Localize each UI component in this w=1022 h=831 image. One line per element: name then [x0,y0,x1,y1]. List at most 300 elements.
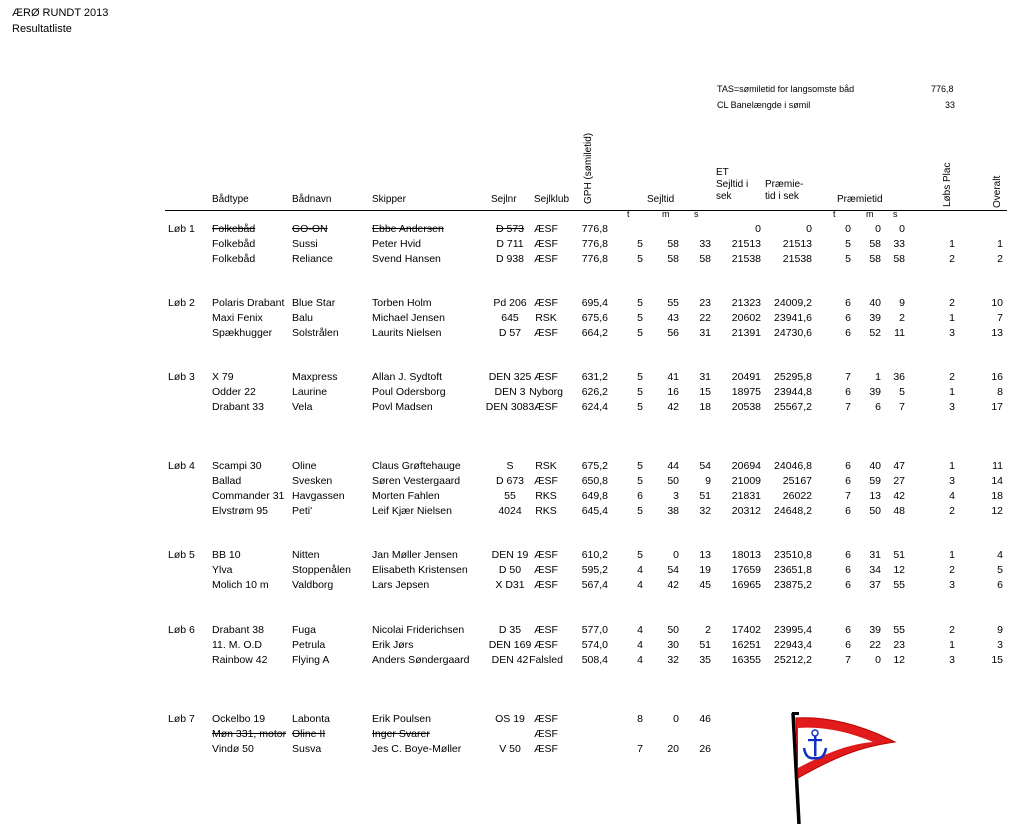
cell-sejlnr: X D31 [495,579,525,591]
cell-t: 4 [637,579,643,591]
cell-baadtype: Molich 10 m [212,579,269,591]
cell-overalt: 17 [991,401,1003,413]
header-skipper: Skipper [372,194,406,205]
cell-gph: 508,4 [581,654,608,666]
cell-pm: 22 [869,639,881,651]
cell-et: 20538 [731,401,761,413]
cell-m: 38 [667,505,679,517]
cell-baadnavn: Nitten [292,549,320,561]
cell-lob: Løb 6 [168,624,195,636]
cell-baadnavn: Fuga [292,624,316,636]
cell-et: 20694 [731,460,761,472]
cell-plac: 3 [949,654,955,666]
cell-et: 21009 [731,475,761,487]
cell-skipper: Lars Jepsen [372,579,430,591]
header-overalt: Overalt [992,175,1003,208]
cell-pt: 6 [845,579,851,591]
cell-klub: ÆSF [534,564,558,576]
cell-et: 17402 [731,624,761,636]
cell-t: 5 [637,253,643,265]
cell-ps: 42 [893,490,905,502]
cell-baadtype: Folkebåd [212,223,256,235]
cell-pt: 0 [845,223,851,235]
cell-pm: 52 [869,327,881,339]
cell-t: 6 [637,490,643,502]
cell-sejlnr: Pd 206 [493,297,527,309]
cell-klub: ÆSF [534,401,558,413]
header-baadnavn: Bådnavn [292,194,332,205]
cell-et: 18975 [731,386,761,398]
cell-klub: Falsled [529,654,563,666]
cell-plac: 1 [949,460,955,472]
cell-gph: 776,8 [581,253,608,265]
cell-s: 9 [705,475,711,487]
cell-plac: 3 [949,401,955,413]
cell-baadtype: Elvstrøm 95 [212,505,269,517]
cell-t: 4 [637,654,643,666]
subheader-pm: m [866,209,874,219]
cell-skipper: Michael Jensen [372,312,445,324]
header-premie-line1: Præmie- [765,179,804,190]
cell-pm: 34 [869,564,881,576]
cell-overalt: 6 [997,579,1003,591]
cell-baadnavn: Petrula [292,639,326,651]
cell-pt: 6 [845,297,851,309]
cell-sejlnr: 55 [504,490,516,502]
cell-m: 58 [667,238,679,250]
cell-s: 13 [699,549,711,561]
cell-pr: 25167 [782,475,812,487]
cell-pr: 24009,2 [774,297,812,309]
cell-ps: 27 [893,475,905,487]
cell-et: 21831 [731,490,761,502]
cell-skipper: Claus Grøftehauge [372,460,461,472]
cell-m: 16 [667,386,679,398]
cell-skipper: Morten Fahlen [372,490,440,502]
cell-m: 32 [667,654,679,666]
cell-sejlnr: 645 [501,312,519,324]
cell-pt: 6 [845,564,851,576]
cell-pm: 39 [869,386,881,398]
cell-pm: 0 [875,223,881,235]
cell-overalt: 11 [992,460,1003,472]
cell-overalt: 2 [997,253,1003,265]
cell-klub: RSK [535,460,557,472]
cell-skipper: Laurits Nielsen [372,327,442,339]
cell-baadtype: Folkebåd [212,238,256,250]
cell-s: 35 [699,654,711,666]
cell-m: 43 [667,312,679,324]
cell-m: 0 [673,549,679,561]
cell-et: 21513 [731,238,761,250]
cell-klub: ÆSF [534,743,558,755]
cell-pm: 6 [875,401,881,413]
cell-baadtype: Drabant 33 [212,401,264,413]
cell-overalt: 7 [997,312,1003,324]
cell-m: 20 [667,743,679,755]
cell-pr: 25212,2 [774,654,812,666]
cell-klub: ÆSF [534,549,558,561]
header-separator [165,210,1007,211]
cell-overalt: 3 [997,639,1003,651]
cell-ps: 23 [893,639,905,651]
header-sejltid: Sejltid [647,194,675,205]
cell-t: 5 [637,238,643,250]
info-label-tas: TAS=sømiletid for langsomste båd [717,84,855,94]
cell-sejlnr: D 57 [498,327,522,339]
cell-gph: 577,0 [581,624,608,636]
cell-s: 18 [699,401,711,413]
cell-m: 58 [667,253,679,265]
cell-skipper: Erik Poulsen [372,713,431,725]
page-subtitle: Resultatliste [12,23,72,35]
cell-baadnavn: Reliance [292,253,333,265]
cell-lob: Løb 3 [168,371,195,383]
cell-m: 42 [667,579,679,591]
cell-skipper: Svend Hansen [372,253,441,265]
cell-plac: 3 [949,475,955,487]
cell-s: 58 [699,253,711,265]
cell-baadnavn: Blue Star [292,297,336,309]
cell-ps: 55 [893,579,905,591]
cell-overalt: 14 [991,475,1003,487]
cell-lob: Løb 7 [168,713,195,725]
cell-sejlnr: DEN 19 [491,549,529,561]
cell-overalt: 5 [997,564,1003,576]
cell-lob: Løb 1 [168,223,195,235]
cell-et: 21323 [731,297,761,309]
cell-pr: 23875,2 [774,579,812,591]
cell-baadtype: Vindø 50 [212,743,254,755]
cell-plac: 3 [949,327,955,339]
cell-t: 5 [637,475,643,487]
cell-t: 5 [637,371,643,383]
cell-pr: 21513 [782,238,812,250]
cell-m: 42 [667,401,679,413]
cell-baadnavn: Vela [292,401,313,413]
cell-pt: 7 [845,371,851,383]
cell-pr: 23941,6 [774,312,812,324]
cell-klub: ÆSF [534,624,558,636]
cell-pm: 40 [869,460,881,472]
cell-et: 21391 [731,327,761,339]
cell-pt: 6 [845,505,851,517]
cell-pr: 23510,8 [774,549,812,561]
cell-pr: 25295,8 [774,371,812,383]
cell-klub: ÆSF [534,475,558,487]
cell-sejlnr: D 673 [495,475,525,487]
cell-plac: 2 [949,371,955,383]
cell-gph: 626,2 [581,386,608,398]
cell-t: 5 [637,401,643,413]
cell-sejlnr: D 938 [495,253,525,265]
cell-pr: 0 [806,223,812,235]
cell-pt: 6 [845,475,851,487]
cell-pm: 59 [869,475,881,487]
cell-pm: 39 [869,312,881,324]
cell-overalt: 12 [991,505,1003,517]
cell-sejlnr: S [506,460,514,472]
cell-lob: Løb 4 [168,460,195,472]
cell-plac: 1 [949,549,955,561]
cell-baadtype: Drabant 38 [212,624,264,636]
cell-pr: 24648,2 [774,505,812,517]
cell-baadnavn: Svesken [292,475,333,487]
header-et-line3: sek [716,191,732,202]
cell-ps: 47 [893,460,905,472]
cell-pr: 24730,6 [774,327,812,339]
cell-gph: 675,2 [581,460,608,472]
cell-s: 23 [699,297,711,309]
cell-pr: 25567,2 [774,401,812,413]
cell-lob: Løb 2 [168,297,195,309]
cell-overalt: 4 [997,549,1003,561]
cell-gph: 574,0 [581,639,608,651]
cell-skipper: Torben Holm [372,297,432,309]
cell-klub: ÆSF [534,223,558,235]
cell-s: 51 [699,639,711,651]
cell-klub: ÆSF [534,371,558,383]
cell-pm: 39 [869,624,881,636]
cell-overalt: 15 [991,654,1003,666]
cell-pr: 24046,8 [774,460,812,472]
subheader-pt: t [833,209,836,219]
cell-gph: 776,8 [581,238,608,250]
cell-pm: 13 [869,490,881,502]
cell-et: 16355 [731,654,761,666]
cell-baadnavn: Havgassen [292,490,345,502]
cell-gph: 650,8 [581,475,608,487]
header-baadtype: Bådtype [212,194,249,205]
cell-s: 32 [699,505,711,517]
cell-plac: 2 [949,253,955,265]
cell-pm: 0 [875,654,881,666]
cell-baadtype: Scampi 30 [212,460,262,472]
cell-pt: 6 [845,549,851,561]
cell-baadnavn: Susva [292,743,322,755]
cell-baadnavn: Valdborg [292,579,334,591]
cell-sejlnr: D 35 [498,624,522,636]
cell-et: 21538 [731,253,761,265]
cell-baadnavn: Maxpress [292,371,338,383]
cell-ps: 36 [893,371,905,383]
cell-gph: 645,4 [581,505,608,517]
cell-et: 16251 [731,639,761,651]
cell-t: 8 [637,713,643,725]
cell-pt: 5 [845,238,851,250]
cell-gph: 675,6 [581,312,608,324]
cell-et: 20312 [731,505,761,517]
cell-baadnavn: Balu [292,312,314,324]
cell-s: 15 [699,386,711,398]
subheader-t: t [627,209,630,219]
cell-s: 26 [699,743,711,755]
subheader-m: m [662,209,670,219]
cell-baadnavn: Sussi [292,238,318,250]
cell-baadtype: Ylva [212,564,233,576]
header-sejlnr: Sejlnr [491,194,517,205]
cell-klub: ÆSF [534,728,558,740]
header-et-line2: Sejltid i [716,179,749,190]
cell-klub: ÆSF [534,297,558,309]
cell-m: 50 [667,624,679,636]
cell-pt: 7 [845,401,851,413]
cell-ps: 51 [893,549,905,561]
cell-overalt: 18 [991,490,1003,502]
cell-pr: 26022 [782,490,812,502]
cell-pr: 23651,8 [774,564,812,576]
cell-skipper: Allan J. Sydtoft [372,371,443,383]
cell-t: 4 [637,564,643,576]
cell-pm: 50 [869,505,881,517]
cell-ps: 2 [899,312,905,324]
cell-skipper: Ebbe Andersen [372,223,444,235]
info-value-cl: 33 [945,100,956,110]
cell-et: 17659 [731,564,761,576]
cell-skipper: Poul Odersborg [372,386,446,398]
cell-baadnavn: Oline II [292,728,326,740]
cell-ps: 33 [893,238,905,250]
cell-et: 18013 [731,549,761,561]
cell-skipper: Peter Hvid [372,238,422,250]
cell-gph: 631,2 [581,371,608,383]
cell-plac: 2 [949,564,955,576]
cell-m: 44 [667,460,679,472]
cell-baadtype: X 79 [212,371,234,383]
cell-gph: 595,2 [581,564,608,576]
cell-t: 5 [637,312,643,324]
cell-skipper: Erik Jørs [372,639,414,651]
cell-ps: 5 [899,386,905,398]
cell-ps: 0 [899,223,905,235]
cell-ps: 58 [893,253,905,265]
cell-skipper: Leif Kjær Nielsen [372,505,452,517]
info-value-tas: 776,8 [931,84,954,94]
cell-t: 5 [637,386,643,398]
cell-baadnavn: Solstrålen [292,327,339,339]
cell-m: 0 [673,713,679,725]
cell-sejlnr: V 50 [499,743,521,755]
cell-overalt: 1 [997,238,1003,250]
cell-baadnavn: GO-ON [292,223,328,235]
cell-plac: 1 [949,386,955,398]
cell-pt: 6 [845,624,851,636]
header-premietid: Præmietid [837,194,883,205]
cell-s: 51 [699,490,711,502]
cell-pm: 58 [869,253,881,265]
cell-ps: 7 [899,401,905,413]
cell-baadtype: Commander 31 [212,490,285,502]
cell-t: 5 [637,505,643,517]
cell-t: 7 [637,743,643,755]
cell-m: 41 [667,371,679,383]
cell-baadtype: Møn 331, motor [212,728,287,740]
cell-klub: ÆSF [534,253,558,265]
cell-et: 20602 [731,312,761,324]
subheader-ps: s [893,209,898,219]
cell-sejlnr: DEN 169 [488,639,532,651]
cell-pm: 40 [869,297,881,309]
cell-sejlnr: D 573 [495,223,525,235]
cell-plac: 1 [949,238,955,250]
cell-gph: 610,2 [581,549,608,561]
cell-m: 50 [667,475,679,487]
cell-sejlnr: DEN 3083 [485,401,535,413]
cell-baadtype: Spækhugger [212,327,273,339]
cell-s: 33 [699,238,711,250]
cell-ps: 12 [893,564,905,576]
header-sejlklub: Sejlklub [534,194,570,205]
cell-sejlnr: DEN 3 [494,386,526,398]
cell-et: 0 [755,223,761,235]
cell-t: 5 [637,549,643,561]
cell-lob: Løb 5 [168,549,195,561]
cell-skipper: Inger Svarer [372,728,430,740]
cell-m: 56 [667,327,679,339]
cell-baadtype: Ballad [212,475,242,487]
cell-baadtype: Rainbow 42 [212,654,268,666]
cell-gph: 776,8 [581,223,608,235]
cell-klub: ÆSF [534,238,558,250]
cell-baadnavn: Laurine [292,386,328,398]
cell-klub: ÆSF [534,579,558,591]
cell-sejlnr: DEN 42 [491,654,529,666]
cell-baadtype: BB 10 [212,549,241,561]
cell-ps: 12 [893,654,905,666]
cell-baadtype: Polaris Drabant [212,297,285,309]
cell-sejlnr: 4024 [498,505,522,517]
cell-ps: 48 [893,505,905,517]
cell-m: 3 [673,490,679,502]
cell-plac: 2 [949,624,955,636]
cell-pm: 37 [869,579,881,591]
cell-s: 54 [699,460,711,472]
cell-gph: 567,4 [581,579,608,591]
cell-klub: RSK [535,312,557,324]
cell-overalt: 13 [991,327,1003,339]
cell-pt: 5 [845,253,851,265]
cell-s: 2 [705,624,711,636]
cell-pr: 23995,4 [774,624,812,636]
cell-t: 5 [637,460,643,472]
cell-s: 46 [699,713,711,725]
cell-plac: 3 [949,579,955,591]
cell-plac: 1 [949,639,955,651]
cell-overalt: 10 [991,297,1003,309]
cell-baadnavn: Stoppenålen [292,564,351,576]
cell-sejlnr: OS 19 [495,713,525,725]
cell-s: 45 [699,579,711,591]
cell-et: 16965 [731,579,761,591]
cell-plac: 2 [949,297,955,309]
cell-klub: ÆSF [534,639,558,651]
cell-gph: 695,4 [581,297,608,309]
cell-s: 31 [699,371,711,383]
cell-t: 5 [637,297,643,309]
cell-gph: 649,8 [581,490,608,502]
cell-klub: RKS [535,505,557,517]
cell-klub: Nyborg [529,386,563,398]
cell-pm: 31 [869,549,881,561]
cell-skipper: Jan Møller Jensen [372,549,458,561]
cell-klub: ÆSF [534,327,558,339]
cell-sejlnr: D 50 [498,564,522,576]
cell-pt: 6 [845,386,851,398]
page-title: ÆRØ RUNDT 2013 [12,7,109,19]
cell-skipper: Jes C. Boye-Møller [372,743,462,755]
cell-t: 4 [637,624,643,636]
cell-plac: 1 [949,312,955,324]
